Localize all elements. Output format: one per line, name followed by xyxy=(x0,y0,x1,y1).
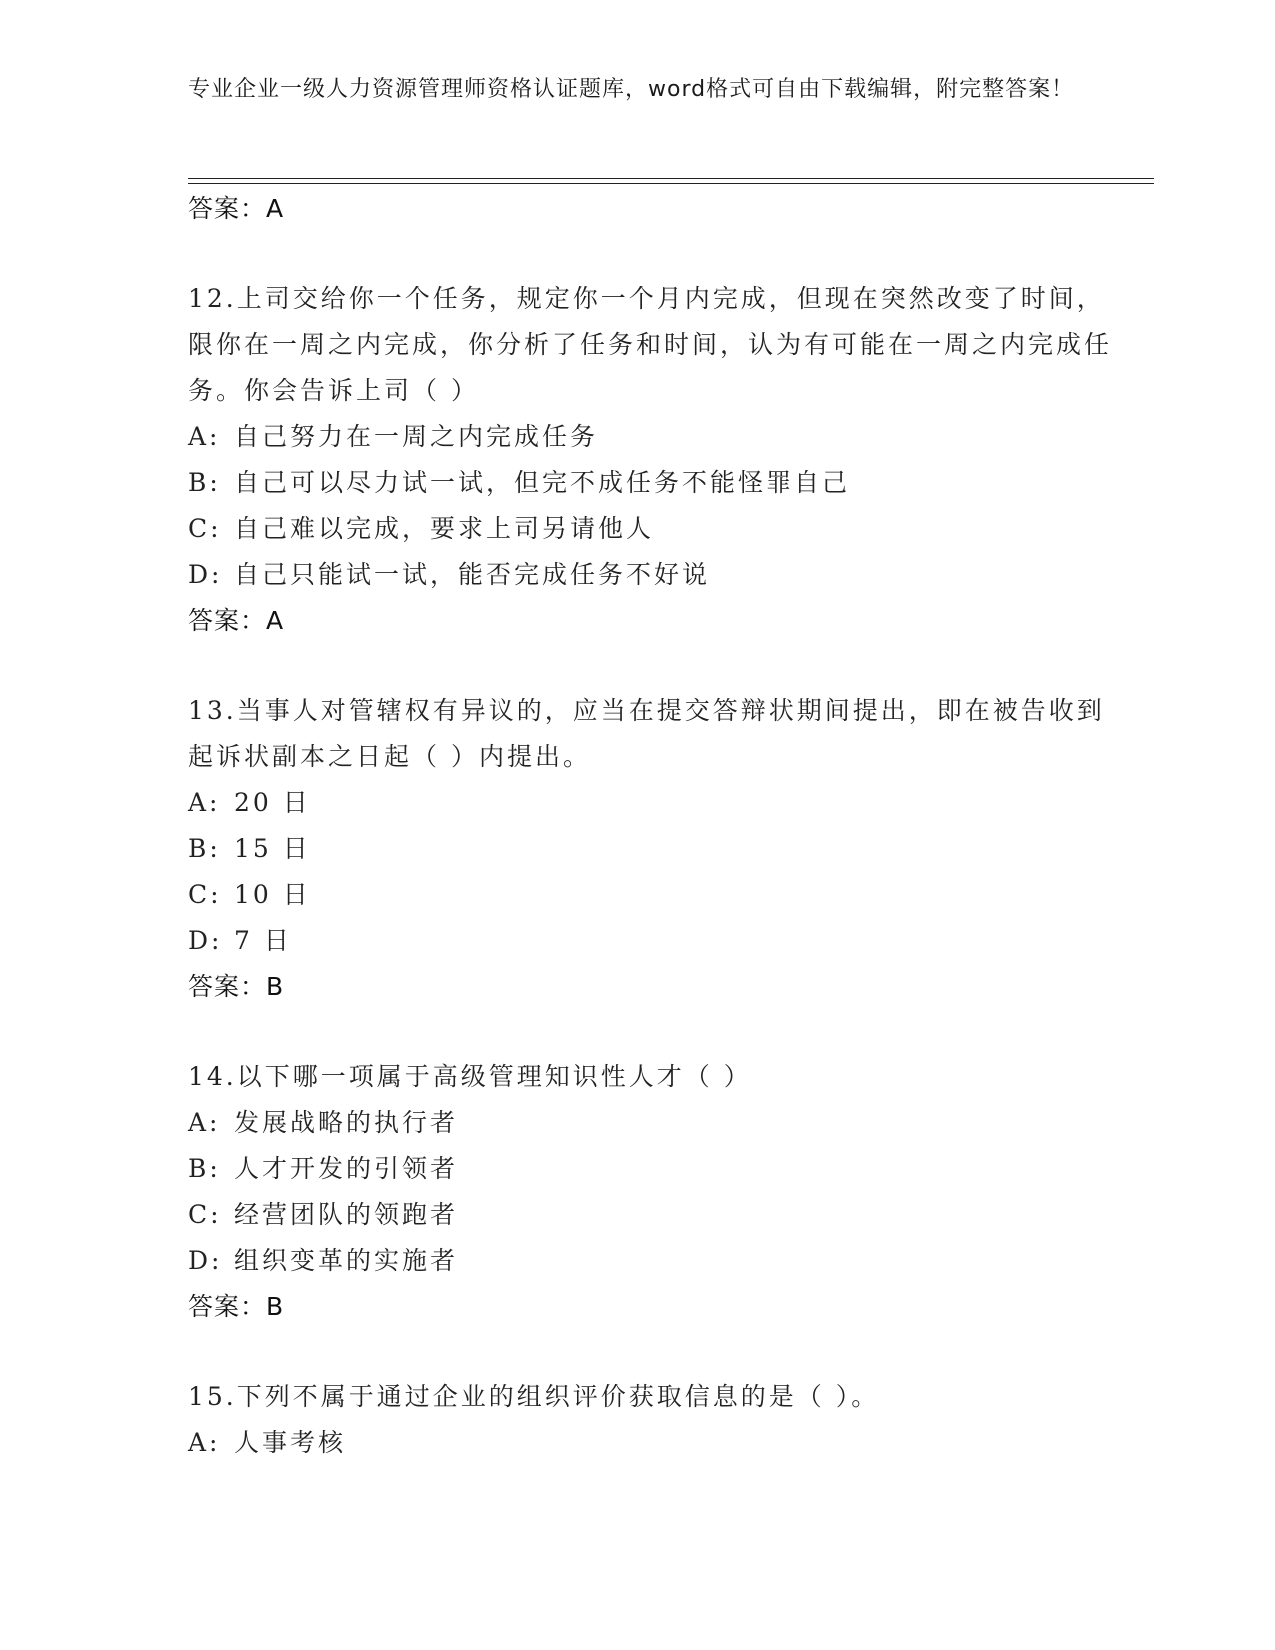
question-stem: 14.以下哪一项属于高级管理知识性人才（ ） xyxy=(188,1062,752,1091)
option-c xyxy=(188,506,1128,552)
option-b xyxy=(188,460,1128,506)
header-rule-top xyxy=(188,178,1154,179)
question-stem: 15.下列不属于通过企业的组织评价获取信息的是（ ）。 xyxy=(188,1382,880,1411)
option-d xyxy=(188,1238,1128,1284)
option-text: 自己只能试一试，能否完成任务不好说 xyxy=(234,560,711,589)
question-stem: 13.当事人对管辖权有异议的，应当在提交答辩状期间提出，即在被告收到起诉状副本之日起（ ）内提出。 xyxy=(188,696,1105,771)
option-text: 自己可以尽力试一试，但完不成任务不能怪罪自己 xyxy=(234,468,851,497)
answer-line: 答案：B xyxy=(188,972,285,1001)
answer-line: 答案：B xyxy=(188,1292,285,1321)
option-text: 15 日 xyxy=(234,834,311,863)
option-a xyxy=(188,1100,1128,1146)
option-key: A: xyxy=(188,788,221,817)
option-text: 7 日 xyxy=(234,926,292,955)
answer-line: 答案：A xyxy=(188,194,285,223)
option-c xyxy=(188,872,1128,918)
option-text: 自己难以完成，要求上司另请他人 xyxy=(234,514,655,543)
option-text: 人才开发的引领者 xyxy=(234,1154,459,1183)
option-key: A: xyxy=(188,1428,221,1457)
option-text: 发展战略的执行者 xyxy=(234,1108,459,1137)
option-text: 人事考核 xyxy=(234,1428,347,1457)
answer-line: 答案：A xyxy=(188,606,285,635)
option-key: D: xyxy=(188,926,223,955)
option-text: 经营团队的领跑者 xyxy=(234,1200,459,1229)
page-header: 专业企业一级人力资源管理师资格认证题库，word格式可自由下载编辑，附完整答案！ xyxy=(188,77,1075,102)
option-a xyxy=(188,414,1128,460)
option-key: A: xyxy=(188,1108,221,1137)
question-stem: 12.上司交给你一个任务，规定你一个月内完成，但现在突然改变了时间，限你在一周之内完成，你分析了任务和时间，认为有可能在一周之内完成任务。你会告诉上司（ ） xyxy=(188,284,1113,405)
option-key: C: xyxy=(188,880,222,909)
option-key: B: xyxy=(188,834,221,863)
question-15 xyxy=(188,1374,1128,1466)
option-key: B: xyxy=(188,1154,221,1183)
option-key: B: xyxy=(188,468,221,497)
option-a xyxy=(188,780,1128,826)
question-list xyxy=(188,186,1128,1466)
question-12 xyxy=(188,276,1128,644)
option-d xyxy=(188,552,1128,598)
question-13 xyxy=(188,688,1128,1010)
option-key: D: xyxy=(188,1246,223,1275)
option-text: 组织变革的实施者 xyxy=(234,1246,459,1275)
option-text: 10 日 xyxy=(234,880,311,909)
option-a xyxy=(188,1420,1128,1466)
option-c xyxy=(188,1192,1128,1238)
option-key: C: xyxy=(188,1200,222,1229)
option-d xyxy=(188,918,1128,964)
option-key: A: xyxy=(188,422,221,451)
option-text: 20 日 xyxy=(234,788,311,817)
option-b xyxy=(188,826,1128,872)
option-text: 自己努力在一周之内完成任务 xyxy=(234,422,599,451)
header-rule-bottom xyxy=(188,183,1154,184)
option-key: C: xyxy=(188,514,222,543)
option-key: D: xyxy=(188,560,223,589)
question-14 xyxy=(188,1054,1128,1330)
option-b xyxy=(188,1146,1128,1192)
